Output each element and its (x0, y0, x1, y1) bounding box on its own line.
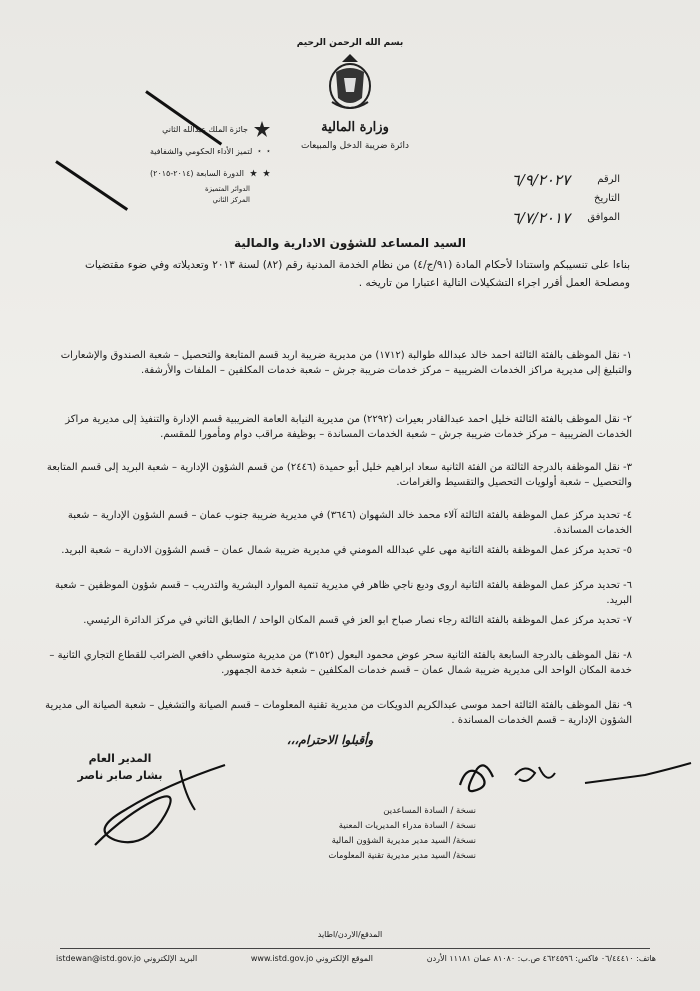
footer-website: الموقع الإلكتروني www.istd.gov.jo (250, 954, 374, 963)
footer-phone: هاتف: ٠٦/٤٤٤١٠ فاكس: ٤٦٢٤٥٩٦ ص.ب: ٨١٠٨٠ عمان ١١١٨١ الأردن (426, 954, 656, 963)
star-emblem-icon (254, 121, 270, 137)
stamp-strike-line (55, 160, 128, 211)
director-signature (85, 760, 235, 855)
copy-line: نسخة/ السيد مدير مديرية الشؤون المالية (331, 836, 476, 846)
letterhead (0, 38, 700, 114)
list-item: ٦- تحديد مركز عمل الموظفة بالفئة الثانية اروى وديع ناجي ظاهر في مديرية تنمية الموارد البشرية والتدريب – قسم شؤون الموظفين – شعبة البريد. (54, 580, 632, 606)
hijri-value: ٦/٧/٢٠١٧ (511, 208, 570, 227)
addressee: السيد المساعد للشؤون الادارية والمالية (233, 236, 467, 250)
list-item: ٤- تحديد مركز عمل الموظفة بالفئة الثالثة آلاء محمد خالد الشهوان (٣٦٤٦) في مديرية ضريبة جنوب عمان – قسم الشؤون الإدارية – شعبة الخدمات المساندة. (67, 510, 632, 536)
copy-line: نسخة / السادة مدراء المديريات المعنية (338, 821, 476, 831)
list-item: ٨- نقل الموظف بالدرجة السابعة بالفئة الثانية سحر عوض محمود البعول (٣١٥٢) من مديرية متوسطي دافعي الضرائب للقطاع التجاري الثانية – خدمة المكان الواحد الى مديرية ضريبة شمال عمان – قسم خدمات المكلفين – شعبة خدمة الجمهور. (49, 650, 632, 676)
footer-address: المدقع/الاردن/اطايد (317, 930, 383, 939)
ref-label: الرقم (597, 174, 620, 185)
list-item: ١- نقل الموظف بالفئة الثالثة احمد خالد عبدالله طوالبة (١٧١٢) من مديرية ضريبة اربد قسم المتابعة والتحصيل – شعبة الصندوق والإشعارات والتبليغ إلى مديرية مراكز الخدمات الضريبية – مركز خدمات ضريبة جرش – شعبة خدمات المكلفين – الملفات والأرشفة. (60, 350, 632, 376)
star-emblem-icon (267, 143, 270, 159)
coat-of-arms-icon (322, 52, 378, 114)
ministry-name: وزارة المالية (321, 120, 389, 135)
star-emblem-icon (250, 165, 257, 181)
footer-email: البريد الإلكتروني istdewan@istd.gov.jo (56, 954, 198, 963)
list-item: ٧- تحديد مركز عمل الموظفة بالفئة الثالثة رجاء نصار صباح ابو العز في قسم المكان الواحد / الطابق الثاني في مركز الدائرة الرئيسي. (83, 615, 632, 626)
footer-divider (60, 948, 650, 949)
crown-text: بسم الله الرحمن الرحيم (296, 38, 404, 48)
copy-line: نسخة / السادة المساعدين (383, 806, 476, 816)
hijri-label: الموافق (587, 212, 620, 223)
copies-list (236, 804, 476, 864)
footer-contacts (56, 954, 656, 963)
intro-paragraph: بناءا على تنسيبكم واستنادا لأحكام المادة (٩١/ج/٤) من نظام الخدمة المدنية رقم (٨٢) لسنة ٢٠١٣ وتعديلاته وفي ضوء مقتضيات ومصلحة العمل أقرر اجراء التشكيلات التالية اعتبارا من تاريخه . (84, 259, 630, 289)
ministry-block (300, 120, 410, 151)
copy-line: نسخة/ السيد مدير مديرية تقنية المعلومات (328, 851, 476, 861)
stamp-line: الدورة السابعة (٢٠١٤-٢٠١٥) (150, 162, 270, 184)
list-item: ٣- نقل الموظفة بالدرجة الثالثة من الفئة الثانية سعاد ابراهيم خليل أبو حميدة (٢٤٤٦) من قسم الشؤون الإدارية – شعبة البريد إلى قسم المتابعة والتحصيل – شعبة أولويات التحصيل والتقسيط والغرامات. (46, 462, 632, 488)
list-item: ٩- نقل الموظف بالفئة الثالثة احمد موسى عبدالكريم الدويكات من مديرية تقنية المعلومات – قسم الصيانة والتشغيل – شعبة الصيانة الى مديرية الشؤون الإدارية – قسم الخدمات المساندة . (45, 700, 632, 726)
reference-block (360, 170, 620, 227)
ref-value: ٦/٩/٢٠٢٧ (511, 170, 570, 189)
stamp-line: لتميز الأداء الحكومي والشفافية (150, 140, 270, 162)
signatory-name: بشار صابر ناصر (77, 769, 163, 782)
date-label: التاريخ (594, 193, 620, 204)
closing-phrase: وأقبلوا الاحترام،،، (286, 733, 374, 747)
stamp-line: جائزة الملك عبدالله الثاني (150, 118, 270, 140)
signatory-title: المدير العام (88, 752, 152, 765)
stamp-subtext: الدوائر المتميزة (204, 185, 250, 193)
star-emblem-icon (258, 143, 261, 159)
stamp-subtext: المركز الثاني (212, 196, 250, 204)
list-item: ٥- تحديد مركز عمل الموظفة بالفئة الثانية مهى علي عبدالله المومني في مديرية ضريبة شمال عمان – قسم الشؤون الادارية – شعبة البريد. (61, 545, 632, 556)
award-stamp (150, 118, 270, 206)
star-emblem-icon (263, 165, 270, 181)
assistant-signature (455, 755, 695, 800)
list-item: ٢- نقل الموظف بالفئة الثالثة خليل احمد عبدالقادر بعيرات (٢٢٩٢) من مديرية النيابة العامة الضريبية قسم الإدارة والتنفيذ إلى مديرية مراكز الخدمات الضريبية – مركز خدمات ضريبة جرش – شعبة الخدمات المساندة – بوظيفة مراقب دوام ومأمورا للمقسم. (65, 414, 632, 440)
department-name: دائرة ضريبة الدخل والمبيعات (300, 141, 410, 151)
